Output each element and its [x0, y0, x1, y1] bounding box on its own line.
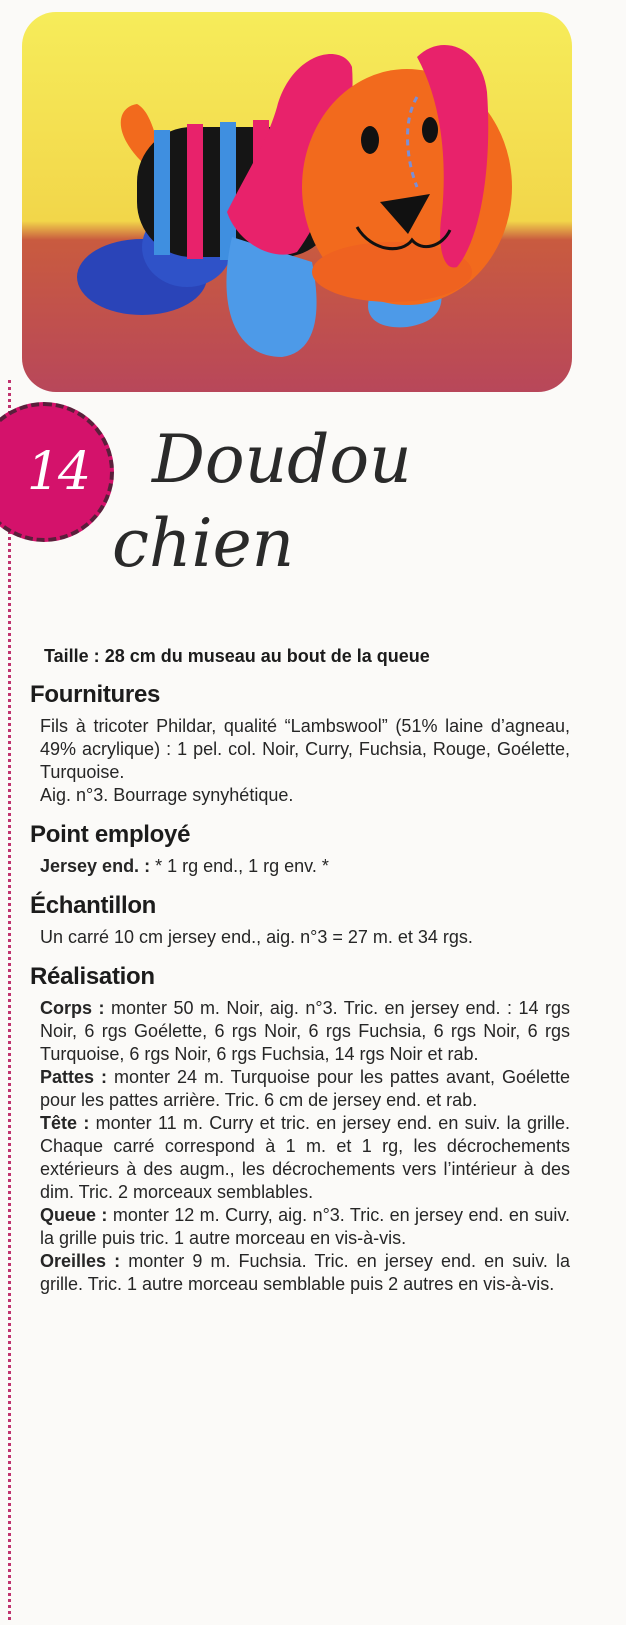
instruction-text: monter 50 m. Noir, aig. n°3. Tric. en jersey end. : 14 rgs Noir, 6 rgs Goélette, 6 rgs Noir, 6 rgs Fuchsia, 6 rgs Noir, 6 rgs Turquoise, 6 rgs Noir, 6 rgs Fuchsia, 14 rgs Noir et rab.	[40, 998, 571, 1064]
stitch-value: * 1 rg end., 1 rg env. *	[150, 856, 329, 876]
size-value: 28 cm du museau au bout de la queue	[99, 646, 430, 666]
title-line-2: chien	[112, 505, 295, 582]
knitted-dog-illustration	[22, 12, 572, 392]
supplies-text	[40, 715, 570, 807]
instruction-text: monter 24 m. Turquoise pour les pattes avant, Goélette pour les pattes arrière. Tric. 6 cm de jersey end. et rab.	[40, 1067, 570, 1110]
supplies-text-1: Fils à tricoter Phildar, qualité “Lambswool” (51% laine d’agneau, 49% acrylique) : 1 pel. col. Noir, Curry, Fuchsia, Rouge, Goélette, Turquoise.	[40, 716, 570, 782]
instruction-text: monter 12 m. Curry, aig. n°3. Tric. en jersey end. en suiv. la grille puis tric. 1 autre morceau en vis-à-vis.	[40, 1205, 570, 1248]
title-line-1: Doudou	[152, 421, 412, 498]
page-number-badge	[0, 402, 114, 542]
instruction-item	[40, 997, 570, 1066]
instruction-item	[40, 1204, 570, 1250]
instruction-label: Pattes :	[40, 1067, 107, 1087]
stitch-text	[40, 855, 570, 878]
page-title	[112, 418, 582, 586]
gauge-text: Un carré 10 cm jersey end., aig. n°3 = 27 m. et 34 rgs.	[40, 927, 473, 947]
product-photo	[22, 12, 572, 392]
instruction-label: Oreilles :	[40, 1251, 121, 1271]
instructions-heading: Réalisation	[30, 963, 155, 990]
instruction-item	[40, 1250, 570, 1296]
instruction-item	[40, 1112, 570, 1204]
instructions-list	[40, 997, 570, 1296]
pattern-content	[30, 646, 570, 1310]
supplies-text-2: Aig. n°3. Bourrage synyhétique.	[40, 785, 294, 805]
instruction-text: monter 9 m. Fuchsia. Tric. en jersey end. en suiv. la grille. Tric. 1 autre morceau semblable puis 2 autres en vis-à-vis.	[40, 1251, 570, 1294]
page-number: 14	[26, 442, 90, 502]
gauge-heading: Échantillon	[30, 892, 157, 919]
instruction-text: monter 11 m. Curry et tric. en jersey end. en suiv. la grille. Chaque carré correspond à 1 m. et 1 rg, les décrochements extérieurs à des augm., les décrochements vers l’intérieur à des dim. Tric. 2 morceaux semblables.	[40, 1113, 570, 1202]
size-line	[44, 646, 570, 667]
stitch-heading: Point employé	[30, 821, 191, 848]
page-margin-dotted-line	[8, 380, 11, 1620]
instruction-label: Queue :	[40, 1205, 108, 1225]
supplies-heading: Fournitures	[30, 681, 161, 708]
instruction-item	[40, 1066, 570, 1112]
size-label: Taille :	[44, 646, 100, 666]
instruction-label: Tête :	[40, 1113, 90, 1133]
instruction-label: Corps :	[40, 998, 105, 1018]
stitch-label: Jersey end. :	[40, 856, 151, 876]
